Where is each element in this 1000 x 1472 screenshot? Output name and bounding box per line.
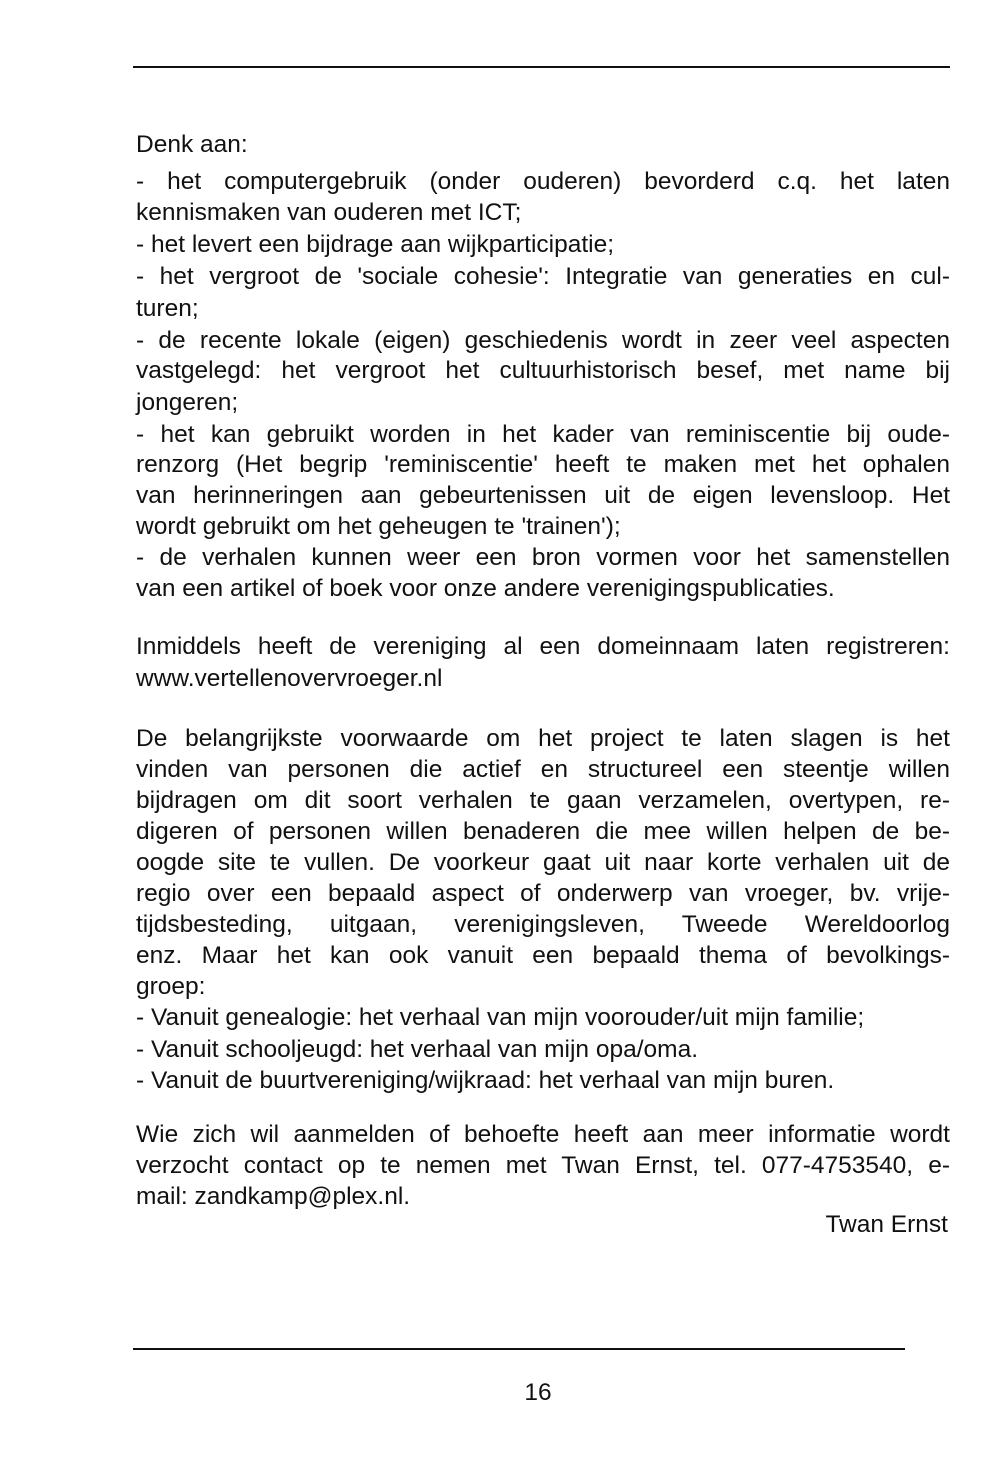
- contact-paragraph-line-1: Wie zich wil aanmelden of behoefte heeft aan meer informatie wordt: [136, 1121, 950, 1148]
- contact-paragraph-line-3: mail: zandkamp@plex.nl.: [136, 1183, 411, 1210]
- condition-paragraph-line-4: digeren of personen willen benaderen die mee willen helpen de be-: [136, 818, 950, 845]
- list1-item-4-line-1: - de recente lokale (eigen) geschiedenis wordt in zeer veel aspecten: [136, 327, 950, 354]
- condition-paragraph-line-9: groep:: [136, 973, 206, 1000]
- list1-item-3-line-1: - het vergroot de 'sociale cohesie': Integratie van generaties en cul-: [136, 263, 950, 290]
- condition-paragraph-line-5: oogde site te vullen. De voorkeur gaat uit naar korte verhalen uit de: [136, 849, 950, 876]
- page-number: 16: [524, 1379, 552, 1406]
- list2-item-1: - Vanuit genealogie: het verhaal van mijn voorouder/uit mijn familie;: [136, 1004, 865, 1031]
- list1-item-5-line-2: renzorg (Het begrip 'reminiscentie' heeft te maken met het ophalen: [136, 451, 950, 478]
- condition-paragraph-line-1: De belangrijkste voorwaarde om het project te laten slagen is het: [136, 725, 950, 752]
- list1-item-2-line-1: - het levert een bijdrage aan wijkparticipatie;: [136, 231, 615, 258]
- list1-item-1-line-1: - het computergebruik (onder ouderen) bevorderd c.q. het laten: [136, 168, 950, 195]
- condition-paragraph-line-3: bijdragen om dit soort verhalen te gaan verzamelen, overtypen, re-: [136, 787, 950, 814]
- condition-paragraph-line-7: tijdsbesteding, uitgaan, verenigingsleven, Tweede Wereldoorlog: [136, 911, 950, 938]
- list1-item-5-line-4: wordt gebruikt om het geheugen te 'trainen');: [136, 513, 621, 540]
- list2-item-2: - Vanuit schooljeugd: het verhaal van mijn opa/oma.: [136, 1036, 699, 1063]
- list1-item-6-line-1: - de verhalen kunnen weer een bron vormen voor het samenstellen: [136, 544, 950, 571]
- condition-paragraph-line-8: enz. Maar het kan ook vanuit een bepaald thema of bevolkings-: [136, 942, 950, 969]
- list1-item-6-line-2: van een artikel of boek voor onze andere verenigingspublicaties.: [136, 575, 835, 602]
- list1-item-1-line-2: kennismaken van ouderen met ICT;: [136, 199, 522, 226]
- list1-item-5-line-1: - het kan gebruikt worden in het kader van reminiscentie bij oude-: [136, 421, 950, 448]
- author-signature: Twan Ernst: [825, 1211, 948, 1238]
- contact-paragraph-line-2: verzocht contact op te nemen met Twan Ernst, tel. 077-4753540, e-: [136, 1152, 950, 1179]
- condition-paragraph-line-2: vinden van personen die actief en structureel een steentje willen: [136, 756, 950, 783]
- list2-item-3: - Vanuit de buurtvereniging/wijkraad: het verhaal van mijn buren.: [136, 1067, 835, 1094]
- top-rule: [133, 66, 950, 68]
- bottom-rule: [133, 1348, 905, 1350]
- list1-item-5-line-3: van herinneringen aan gebeurtenissen uit de eigen levensloop. Het: [136, 482, 950, 509]
- domain-paragraph-line-1: Inmiddels heeft de vereniging al een domeinnaam laten registreren:: [136, 633, 950, 660]
- domain-url: www.vertellenovervroeger.nl: [136, 665, 443, 692]
- list1-item-3-line-2: turen;: [136, 295, 199, 322]
- intro-heading: Denk aan:: [136, 131, 248, 158]
- condition-paragraph-line-6: regio over een bepaald aspect of onderwerp van vroeger, bv. vrije-: [136, 880, 950, 907]
- list1-item-4-line-3: jongeren;: [136, 389, 239, 416]
- list1-item-4-line-2: vastgelegd: het vergroot het cultuurhistorisch besef, met name bij: [136, 357, 950, 384]
